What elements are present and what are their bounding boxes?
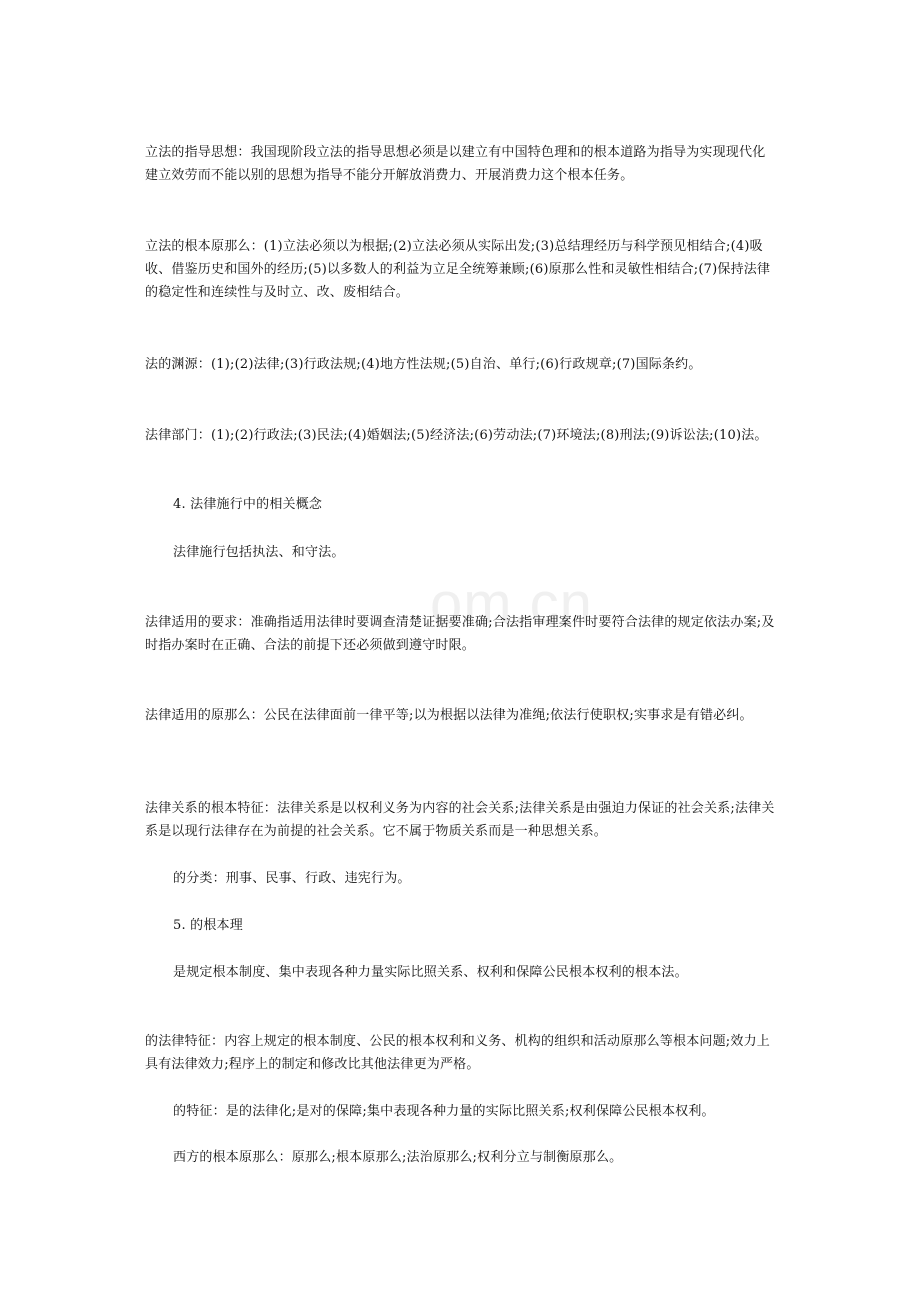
paragraph-legal-relation-features: 法律关系的根本特征：法律关系是以权利义务为内容的社会关系;法律关系是由强迫力保证的社会关系;法律关系是以现行法律存在为前提的社会关系。它不属于物质关系而是一种思想关系。 <box>145 801 775 839</box>
paragraph-classification: 的分类：刑事、民事、行政、违宪行为。 <box>173 871 411 886</box>
paragraph-legislative-guiding-thought: 立法的指导思想：我国现阶段立法的指导思想必须是以建立有中国特色理和的根本道路为指导为实现现代化建立效劳而不能以别的思想为指导不能分开解放消费力、开展消费力这个根本任务。 <box>145 145 766 183</box>
paragraph-legal-characteristics: 的法律特征：内容上规定的根本制度、公民的根本权利和义务、机构的组织和活动原那么等根本问题;效力上具有法律效力;程序上的制定和修改比其他法律更为严格。 <box>145 1034 770 1072</box>
paragraph-characteristics: 的特征：是的法律化;是对的保障;集中表现各种力量的实际比照关系;权利保障公民根本权利。 <box>173 1104 715 1119</box>
watermark: om.cn <box>430 571 593 636</box>
paragraph-western-principles: 西方的根本原那么：原那么;根本原那么;法治原那么;权利分立与制衡原那么。 <box>173 1150 623 1165</box>
paragraph-law-application-principles: 法律适用的原那么：公民在法律面前一律平等;以为根据以法律为准绳;依法行使职权;实事求是有错必纠。 <box>145 708 753 723</box>
paragraph-legislative-basic-principles: 立法的根本原那么：(1)立法必须以为根据;(2)立法必须从实际出发;(3)总结理经历与科学预见相结合;(4)吸收、借鉴历史和国外的经历;(5)以多数人的利益为立足全统筹兼顾;(6)原那么性和灵敏性相结合;(7)保持法律的稳定性和连续性与及时立、改、废相结合。 <box>145 239 771 300</box>
section-heading-5: 5. 的根本理 <box>173 918 243 933</box>
section-heading-4: 4. 法律施行中的相关概念 <box>173 497 323 512</box>
paragraph-law-implementation: 法律施行包括执法、和守法。 <box>173 545 345 560</box>
paragraph-sources-of-law: 法的渊源：(1);(2)法律;(3)行政法规;(4)地方性法规;(5)自治、单行;(6)行政规章;(7)国际条约。 <box>145 357 702 372</box>
paragraph-legal-departments: 法律部门：(1);(2)行政法;(3)民法;(4)婚姻法;(5)经济法;(6)劳动法;(7)环境法;(8)刑法;(9)诉讼法;(10)法。 <box>145 428 768 443</box>
paragraph-law-application-requirements: 法律适用的要求：准确指适用法律时要调查清楚证据要准确;合法指审理案件时要符合法律的规定依法办案;及时指办案时在正确、合法的前提下还必须做到遵守时限。 <box>145 615 775 653</box>
paragraph-fundamental-law: 是规定根本制度、集中表现各种力量实际比照关系、权利和保障公民根本权利的根本法。 <box>173 965 688 980</box>
